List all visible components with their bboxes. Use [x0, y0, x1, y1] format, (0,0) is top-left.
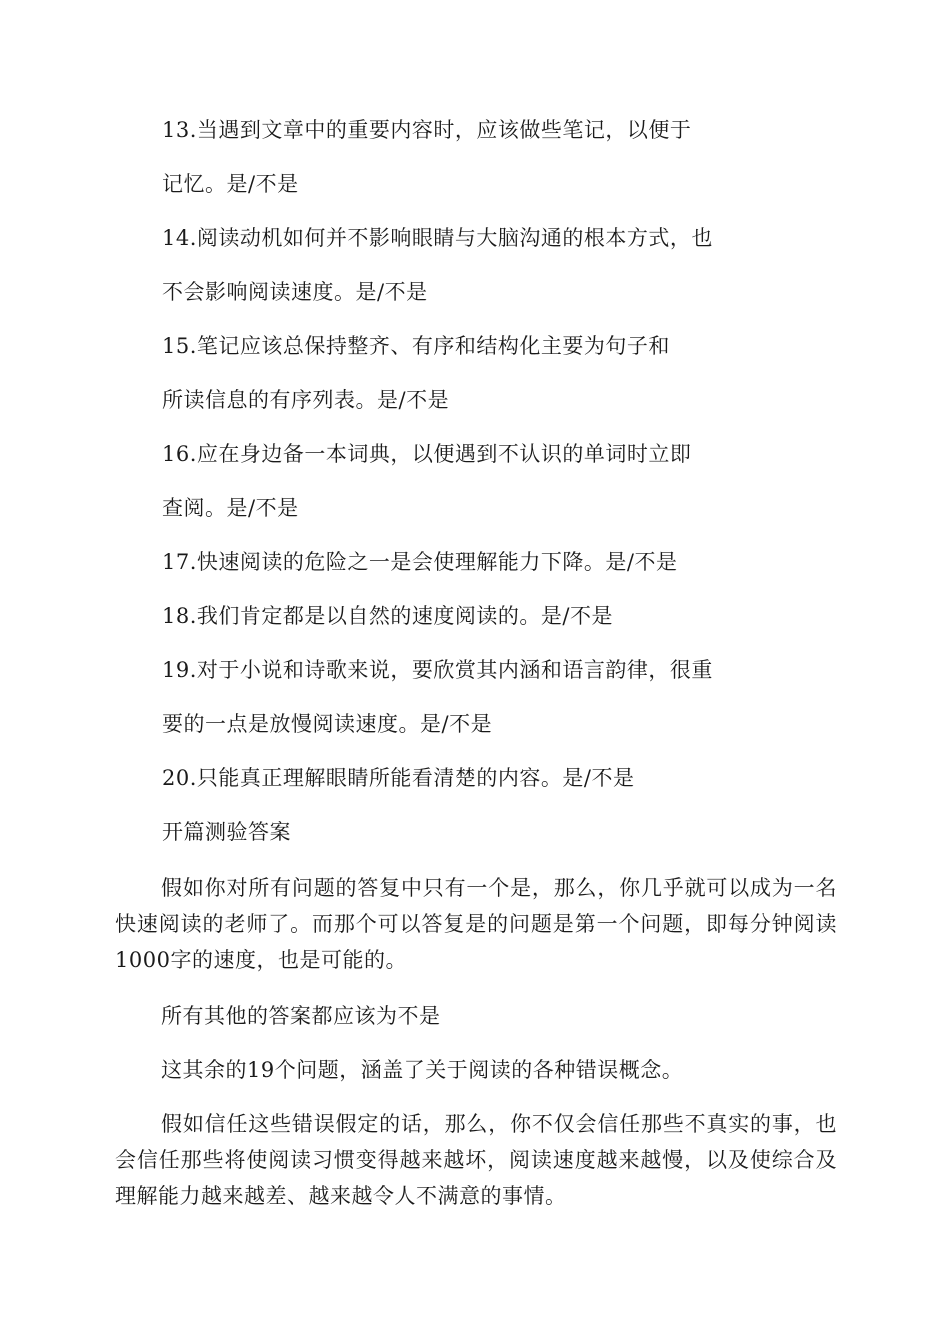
- answers-heading: 开篇测验答案: [162, 820, 291, 844]
- question-16-line-2: 查阅。是/不是: [162, 496, 299, 520]
- question-14-line-1: 14.阅读动机如何并不影响眼睛与大脑沟通的根本方式，也: [162, 226, 713, 250]
- question-13-line-2: 记忆。是/不是: [162, 172, 299, 196]
- answers-paragraph-4: 假如信任这些错误假定的话，那么，你不仅会信任那些不真实的事，也会信任那些将使阅读习惯变得越来越坏，阅读速度越来越慢，以及使综合及理解能力越来越差、越来越令人不满意的事情。: [115, 1112, 837, 1208]
- question-16-line-1: 16.应在身边备一本词典，以便遇到不认识的单词时立即: [162, 442, 692, 466]
- question-13-line-1: 13.当遇到文章中的重要内容时，应该做些笔记，以便于: [162, 118, 692, 142]
- question-15-line-2: 所读信息的有序列表。是/不是: [162, 388, 450, 412]
- answers-paragraph-2: 所有其他的答案都应该为不是: [161, 1004, 441, 1028]
- question-15-line-1: 15.笔记应该总保持整齐、有序和结构化主要为句子和: [162, 334, 670, 358]
- question-20: 20.只能真正理解眼睛所能看清楚的内容。是/不是: [162, 766, 635, 790]
- question-18: 18.我们肯定都是以自然的速度阅读的。是/不是: [162, 604, 613, 628]
- answers-paragraph-1: 假如你对所有问题的答复中只有一个是，那么，你几乎就可以成为一名快速阅读的老师了。而那个可以答复是的问题是第一个问题，即每分钟阅读1000字的速度，也是可能的。: [115, 876, 837, 972]
- question-17: 17.快速阅读的危险之一是会使理解能力下降。是/不是: [162, 550, 678, 574]
- question-19-line-1: 19.对于小说和诗歌来说，要欣赏其内涵和语言韵律，很重: [162, 658, 713, 682]
- question-14-line-2: 不会影响阅读速度。是/不是: [162, 280, 428, 304]
- question-19-line-2: 要的一点是放慢阅读速度。是/不是: [162, 712, 493, 736]
- answers-paragraph-3: 这其余的19个问题，涵盖了关于阅读的各种错误概念。: [161, 1058, 684, 1082]
